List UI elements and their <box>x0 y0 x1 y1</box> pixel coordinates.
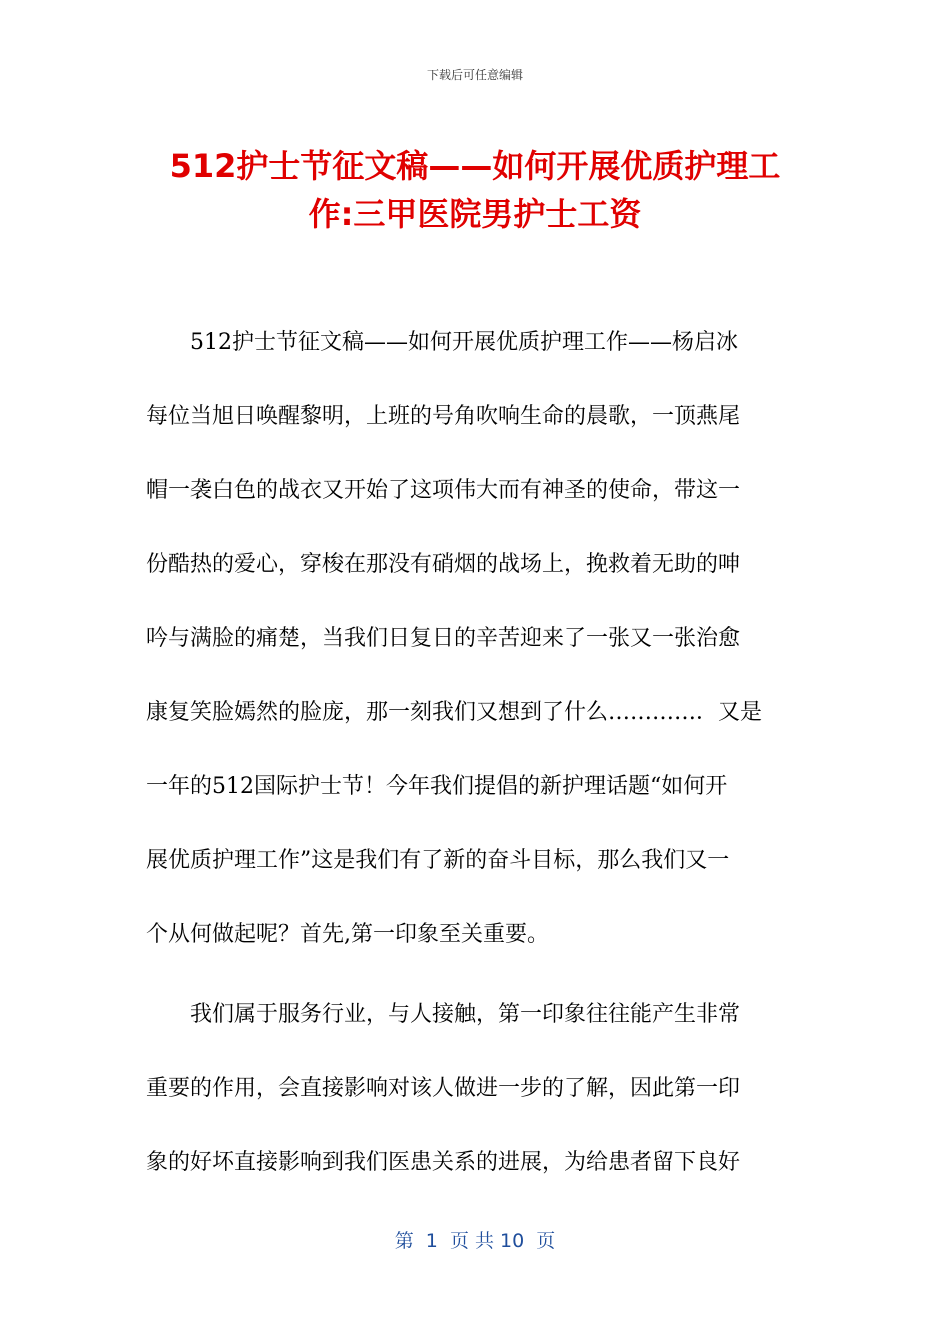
body-line-4: 份酷热的爱心，穿梭在那没有硝烟的战场上，挽救着无助的呻 <box>146 552 741 577</box>
body-line-11: 重要的作用，会直接影响对该人做进一步的了解，因此第一印 <box>146 1076 741 1101</box>
body-line-12: 象的好坏直接影响到我们医患关系的进展，为给患者留下良好 <box>146 1150 741 1175</box>
title-line-2: 作:三甲医院男护士工资 <box>308 195 642 233</box>
title-line-1: 512护士节征文稿——如何开展优质护理工 <box>169 147 781 185</box>
body-line-6: 康复笑脸嫣然的脸庞，那一刻我们又想到了什么…………．又是 <box>146 700 763 725</box>
body-line-1: 512护士节征文稿——如何开展优质护理工作——杨启冰 <box>190 330 738 355</box>
body-line-7: 一年的512国际护士节！今年我们提倡的新护理话题“如何开 <box>146 774 728 799</box>
header-note: 下载后可任意编辑 <box>426 68 523 82</box>
page-footer: 第 1 页 共 10 页 <box>394 1230 556 1252</box>
body-line-2: 每位当旭日唤醒黎明，上班的号角吹响生命的晨歌，一顶燕尾 <box>146 404 741 429</box>
document-title <box>140 142 810 238</box>
body-line-9: 个从何做起呢？首先,第一印象至关重要。 <box>146 922 549 947</box>
body-line-10: 我们属于服务行业，与人接触，第一印象往往能产生非常 <box>190 1002 741 1027</box>
body-line-8: 展优质护理工作”这是我们有了新的奋斗目标，那么我们又一 <box>146 848 730 873</box>
body-line-5: 吟与满脸的痛楚，当我们日复日的辛苦迎来了一张又一张治愈 <box>146 626 741 651</box>
body-line-3: 帽一袭白色的战衣又开始了这项伟大而有神圣的使命，带这一 <box>146 478 741 503</box>
